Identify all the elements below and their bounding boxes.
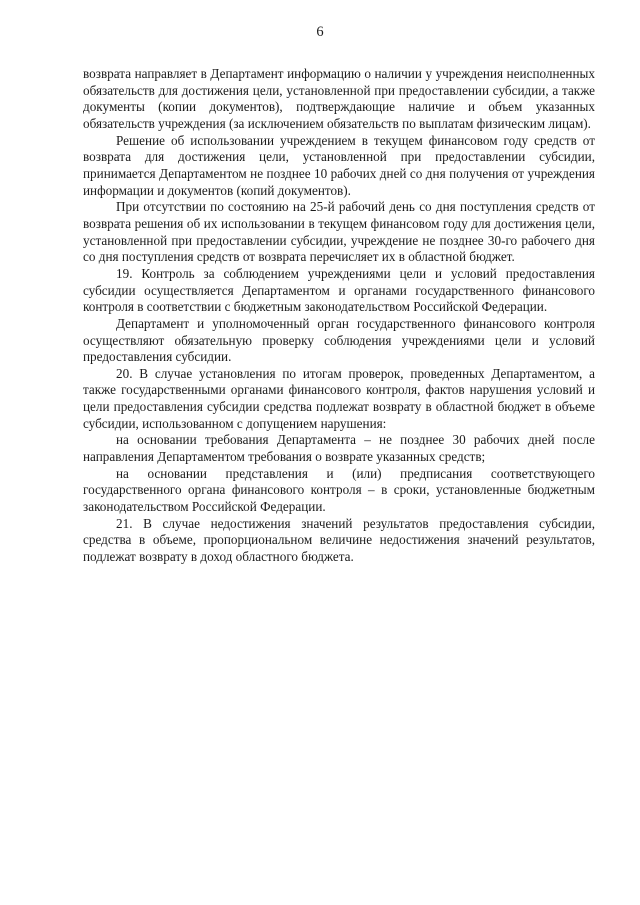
paragraph-continuation: возврата направляет в Департамент информацию о наличии у учреждения неисполненных обязательств для достижения цели, установленной при предоставлении субсидии, а также документы (копии документов), подтверждающие наличие и объем указанных обязательств учреждения (за исключением обязательств по выплатам физическим лицам). [83, 66, 595, 131]
paragraph: Департамент и уполномоченный орган государственного финансового контроля осуществляют обязательную проверку соблюдения учреждениями цели и условий предоставления субсидии. [83, 315, 595, 365]
paragraph: Решение об использовании учреждением в текущем финансовом году средств от возврата для достижения цели, установленной при предоставлении субсидии, принимается Департаментом не позднее 10 рабочих дней со дня получения от учреждения информации и документов (копий документов). [83, 132, 595, 198]
paragraph: При отсутствии по состоянию на 25-й рабочий день со дня поступления средств от возврата решения об их использовании в текущем финансовом году для достижения цели, установленной при предоставлении субсидии, учреждение не позднее 30-го рабочего дня со дня поступления средств от возврата перечисляет их в областной бюджет. [83, 199, 595, 265]
paragraph-item-21: 21. В случае недостижения значений результатов предоставления субсидии, средства в объеме, пропорциональном величине недостижения значений результатов, подлежат возврату в доход областного бюджета. [83, 515, 595, 565]
paragraph: на основании представления и (или) предписания соответствующего государственного органа финансового контроля – в сроки, установленные бюджетным законодательством Российской Федерации. [83, 465, 595, 515]
document-body [83, 66, 595, 566]
page-number: 6 [316, 24, 324, 40]
paragraph-item-20: 20. В случае установления по итогам проверок, проведенных Департаментом, а также государственными органами финансового контроля, фактов нарушения условий и цели предоставления субсидии средства подлежат возврату в областной бюджет в объеме субсидии, использованном с допущением нарушения: [83, 365, 595, 431]
paragraph-item-19: 19. Контроль за соблюдением учреждениями цели и условий предоставления субсидии осуществляется Департаментом и органами государственного финансового контроля в соответствии с бюджетным законодательством Российской Федерации. [83, 265, 595, 315]
paragraph: на основании требования Департамента – не позднее 30 рабочих дней после направления Департаментом требования о возврате указанных средств; [83, 432, 595, 465]
